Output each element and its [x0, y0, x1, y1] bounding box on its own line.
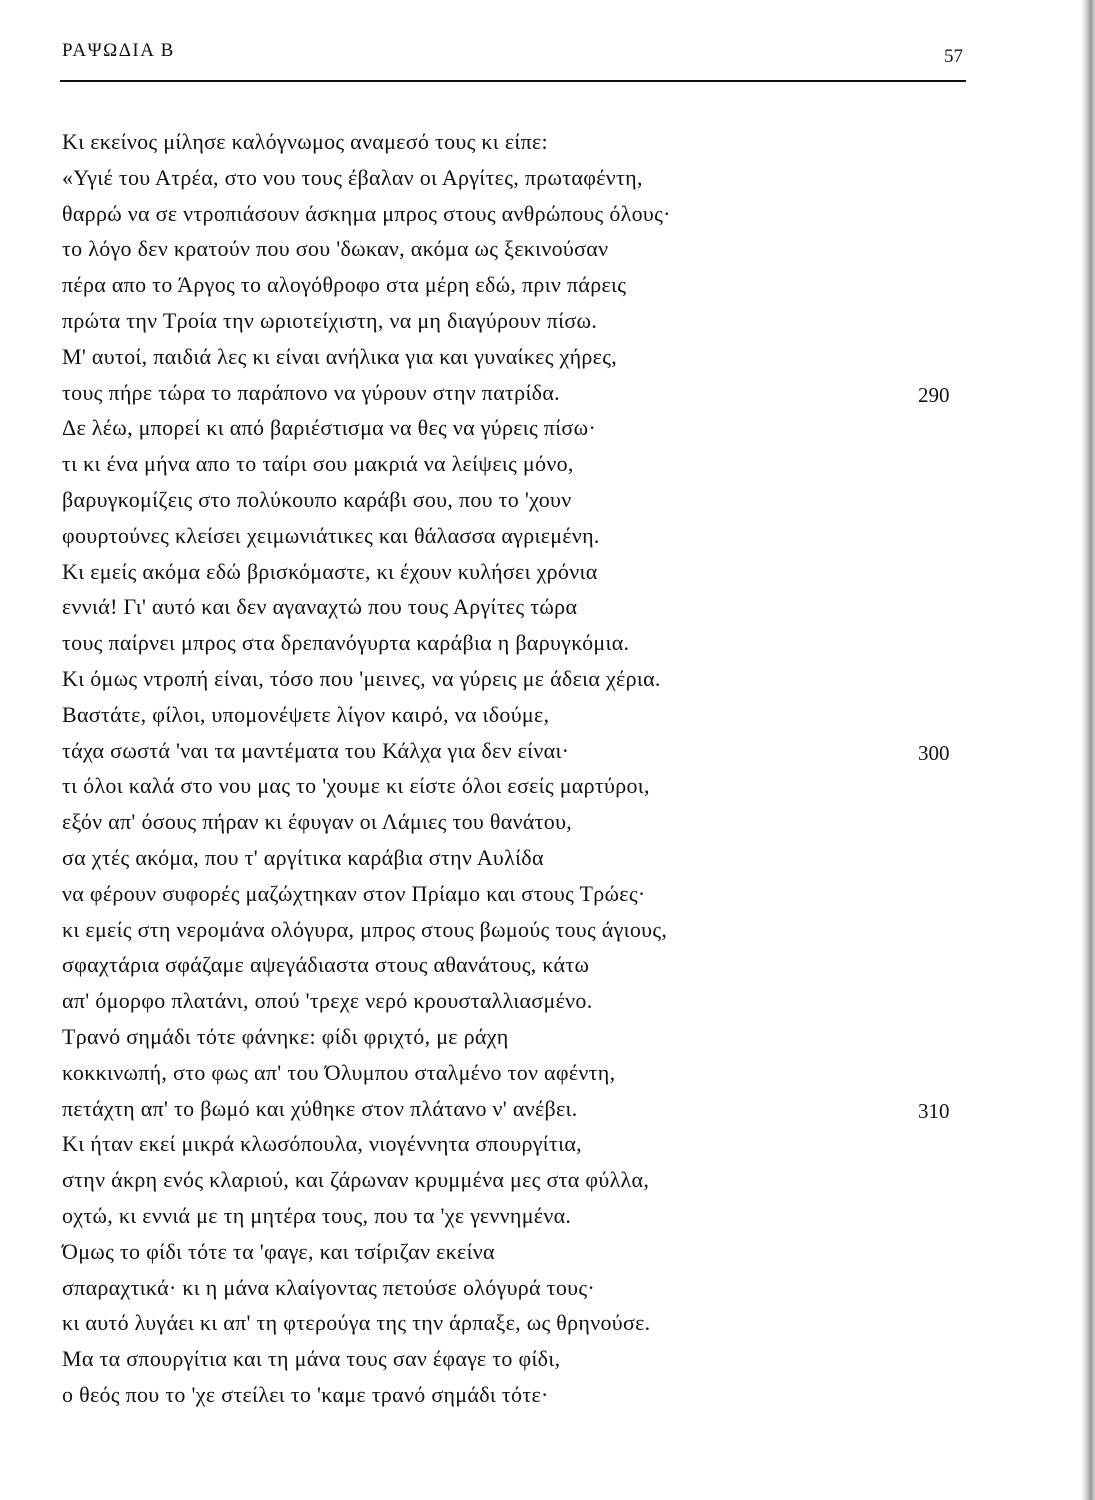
verse-line: [62, 377, 972, 413]
verse-line: [62, 520, 972, 556]
verse-text: Βαστάτε, φίλοι, υπομονέψετε λίγον καιρό, να ιδούμε,: [62, 701, 550, 727]
line-number: 290: [918, 382, 950, 407]
verse-line: [62, 198, 972, 234]
verse-text: να φέρουν συφορές μαζώχτηκαν στον Πρίαμο και στους Τρώες·: [62, 880, 646, 906]
verse-text: τι κι ένα μήνα απο το ταίρι σου μακριά να λείψεις μόνο,: [62, 451, 574, 477]
page-number: 57: [944, 46, 963, 67]
verse-text: τάχα σωστά 'ναι τα μαντέματα του Κάλχα για δεν είναι·: [62, 737, 570, 763]
verse-line: [62, 949, 972, 985]
verse-text: ο θεός που το 'χε στείλει το 'καμε τρανό σημάδι τότε·: [62, 1381, 549, 1407]
verse-text: Κι ήταν εκεί μικρά κλωσόπουλα, νιογέννητα σπουργίτια,: [62, 1131, 582, 1157]
verse-line: [62, 162, 972, 198]
verse-line: [62, 341, 972, 377]
verse-text: Τρανό σημάδι τότε φάνηκε: φίδι φριχτό, με ράχη: [62, 1023, 509, 1049]
verse-text: κοκκινωπή, στο φως απ' του Όλυμπου σταλμένο τον αφέντη,: [62, 1059, 616, 1085]
verse-text: πετάχτη απ' το βωμό και χύθηκε στον πλάτανο ν' ανέβει.: [62, 1095, 578, 1121]
verse-line: [62, 878, 972, 914]
verse-text: «Υγιέ του Ατρέα, στο νου τους έβαλαν οι Αργίτες, πρωταφέντη,: [62, 164, 643, 190]
verse-text: εξόν απ' όσους πήραν κι έφυγαν οι Λάμιες του θανάτου,: [62, 809, 573, 835]
verse-line: [62, 448, 972, 484]
verse-text: τους παίρνει μπρος στα δρεπανόγυρτα καράβια η βαρυγκόμια.: [62, 630, 630, 656]
verse-line: [62, 556, 972, 592]
verse-line: [62, 627, 972, 663]
verse-text: φουρτούνες κλείσει χειμωνιάτικες και θάλασσα αγριεμένη.: [62, 522, 600, 548]
verse-text: θαρρώ να σε ντροπιάσουν άσκημα μπρος στους ανθρώπους όλους·: [62, 200, 671, 226]
verse-line: [62, 269, 972, 305]
line-number: 300: [918, 740, 950, 765]
verse-line: [62, 1093, 972, 1129]
verse-text: απ' όμορφο πλατάνι, οπού 'τρεχε νερό κρουσταλλιασμένο.: [62, 988, 593, 1014]
verse-line: [62, 770, 972, 806]
verse-text: Μ' αυτοί, παιδιά λες κι είναι ανήλικα για και γυναίκες χήρες,: [62, 343, 618, 369]
verse-line: [62, 1200, 972, 1236]
verse-text: βαρυγκομίζεις στο πολύκουπο καράβι σου, που το 'χουν: [62, 486, 572, 512]
verse-line: [62, 1057, 972, 1093]
verse-text: το λόγο δεν κρατούν που σου 'δωκαν, ακόμα ως ξεκινούσαν: [62, 236, 609, 262]
verse-line: [62, 914, 972, 950]
verse-text: πρώτα την Τροία την ωριοτείχιστη, να μη διαγύρουν πίσω.: [62, 307, 598, 333]
verse-text: Κι εκείνος μίλησε καλόγνωμος αναμεσό τους κι είπε:: [62, 129, 548, 154]
line-number: 310: [918, 1098, 950, 1123]
verse-text: Κι όμως ντροπή είναι, τόσο που 'μεινες, να γύρεις με άδεια χέρια.: [62, 665, 661, 691]
verse-line: [62, 1164, 972, 1200]
verse-line: [62, 1343, 972, 1379]
verse-text: τους πήρε τώρα το παράπονο να γύρουν στην πατρίδα.: [62, 379, 560, 405]
verse-line: [62, 1272, 972, 1308]
verse-line: [62, 735, 972, 771]
verse-line: [62, 126, 972, 162]
verse-line: [62, 591, 972, 627]
verse-text: κι αυτό λυγάει κι απ' τη φτερούγα της την άρπαξε, ως θρηνούσε.: [62, 1310, 651, 1336]
verse-line: [62, 663, 972, 699]
verse-text: Μα τα σπουργίτια και τη μάνα τους σαν έφαγε το φίδι,: [62, 1346, 561, 1372]
verse-text: πέρα απο το Άργος το αλογόθροφο στα μέρη εδώ, πριν πάρεις: [62, 272, 627, 298]
header-rule: [60, 80, 966, 82]
verse-text: Δε λέω, μπορεί κι από βαριέστισμα να θες να γύρεις πίσω·: [62, 415, 596, 441]
verse-text: Κι εμείς ακόμα εδώ βρισκόμαστε, κι έχουν κυλήσει χρόνια: [62, 558, 598, 584]
page-edge-shadow: [1081, 0, 1095, 1500]
verse-text: οχτώ, κι εννιά με τη μητέρα τους, που τα 'χε γεννημένα.: [62, 1202, 572, 1228]
verse-text: σπαραχτικά· κι η μάνα κλαίγοντας πετούσε ολόγυρά τους·: [62, 1274, 595, 1300]
verse-line: [62, 985, 972, 1021]
verse-line: [62, 233, 972, 269]
verse-text: σφαχτάρια σφάζαμε αψεγάδιαστα στους αθανάτους, κάτω: [62, 952, 590, 978]
verse-line: [62, 305, 972, 341]
verse-line: [62, 412, 972, 448]
verse-line: [62, 1307, 972, 1343]
verse-text: εννιά! Γι' αυτό και δεν αγαναχτώ που τους Αργίτες τώρα: [62, 594, 578, 620]
verse-line: [62, 1128, 972, 1164]
verse-text: στην άκρη ενός κλαριού, και ζάρωναν κρυμμένα μες στα φύλλα,: [62, 1167, 650, 1193]
verse-line: [62, 699, 972, 735]
verse-line: [62, 1021, 972, 1057]
verse-line: [62, 806, 972, 842]
verse-text: τι όλοι καλά στο νου μας το 'χουμε κι είστε όλοι εσείς μαρτύροι,: [62, 773, 650, 799]
running-head: ΡΑΨΩΔΙΑ Β: [62, 40, 175, 61]
verse-text: Όμως το φίδι τότε τα 'φαγε, και τσίριζαν εκείνα: [62, 1238, 495, 1264]
verse-line: [62, 1379, 972, 1415]
poem-body: [62, 126, 972, 1415]
verse-text: σα χτές ακόμα, που τ' αργίτικα καράβια στην Αυλίδα: [62, 844, 544, 870]
verse-line: [62, 1236, 972, 1272]
verse-line: [62, 484, 972, 520]
verse-text: κι εμείς στη νερομάνα ολόγυρα, μπρος στους βωμούς τους άγιους,: [62, 916, 668, 942]
verse-line: [62, 842, 972, 878]
